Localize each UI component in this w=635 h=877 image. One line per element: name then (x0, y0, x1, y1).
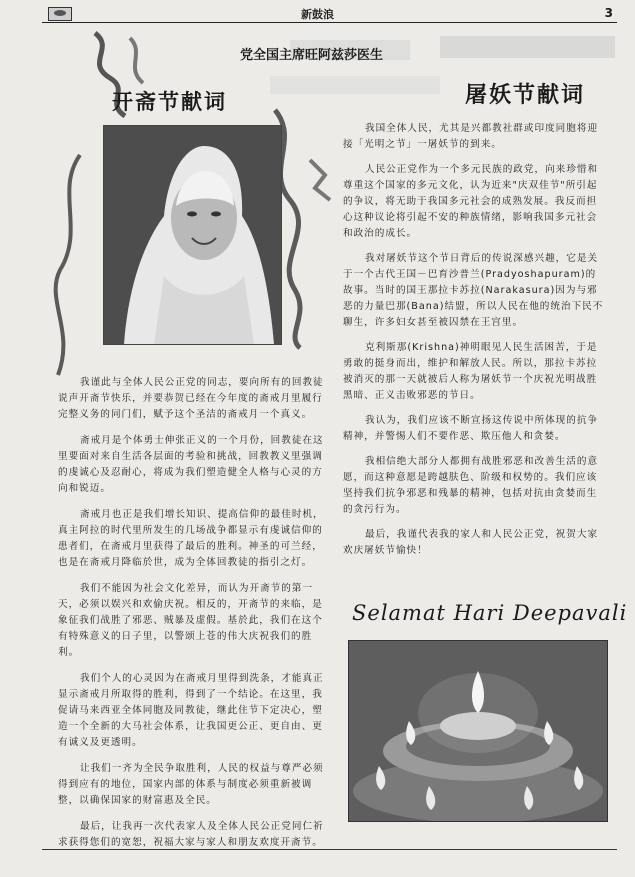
ghost-print-decoration (440, 36, 615, 58)
right-article-body (343, 121, 605, 568)
paragraph: 人民公正党作为一个多元民族的政党，向来珍惜和尊重这个国家的多元文化，认为近来"庆双佳节"所引起的争议，将无助于我国多元社会的成熟发展。我反而担心这种议论将引起不安的种族情绪，影响我国多元社会和政治的成长。 (343, 164, 599, 239)
paragraph: 斋戒月也正是我们增长知识、提高信仰的最佳时机，真主阿拉的时代里所发生的几场战争都显示有虔诚信仰的患者们，在斋戒月里获得了最后的胜利。神圣的可兰经，也是在斋戒月降临於世，成为全体回教徒的指引之灯。 (58, 509, 324, 568)
masthead: 新鼓浪 (301, 8, 334, 21)
paragraph: 最后，我谨代表我的家人和人民公正党，祝贺大家欢庆屠妖节愉快！ (343, 529, 599, 556)
ribbon-decoration (40, 150, 100, 380)
oil-lamp-illustration (348, 640, 608, 822)
paragraph: 克利斯那(Krishna)神明眼见人民生活困苦，于是勇敢的挺身而出，维护和解放人民。所以，那拉卡苏拉被消灭的那一天就被后人称为屠妖节一个庆祝光明战胜黑暗、正义击败邪恶的节日。 (343, 342, 598, 401)
right-article-title: 屠妖节献词 (465, 83, 586, 108)
paragraph: 让我们一齐为全民争取胜利，人民的权益与尊严必须得到应有的地位，国家内部的体系与制度必须重新被调整，以确保国家的财富惠及全民。 (58, 763, 324, 806)
ghost-print-decoration (270, 76, 440, 94)
paragraph: 我们不能因为社会文化差异，而认为开斋节的第一天，必须以娱兴和欢偷庆祝。相反的，开斋节的来临，是象征我们战胜了邪恶、贼暴及虚假。基於此，我们在这个有特殊意义的日子里，以警颂上苍的伟大庆祝我们的胜利。 (58, 583, 323, 658)
left-article-body (58, 375, 333, 861)
paragraph: 最后，让我再一次代表家人及全体人民公正党同仁祈求获得您们的宽恕，祝福大家与家人和朋友欢度开斋节。 (58, 821, 324, 848)
paragraph: 我相信绝大部分人都拥有战胜邪恶和改善生活的意愿，而这种意愿是跨越肤色、阶级和权势的。我们应该坚持我们抗争邪恶和残暴的精神，包括对抗由贪婪而生的贪污行为。 (343, 456, 599, 515)
paragraph: 我谨此与全体人民公正党的同志，要向所有的回教徒说声开斋节快乐，并要恭贺已经在今年度的斋戒月里履行完整义务的同门们，赋予这个圣洁的斋戒月一个真义。 (58, 377, 324, 420)
paragraph: 我对屠妖节这个节日背后的传说深感兴趣，它是关于一个古代王国－巴育沙普兰(Pradyoshapuram)的故事。当时的国王那拉卡苏拉(Narakasura)因为与邪恶的力量巴那(Bana)结盟，所以人民在他的统治下民不聊生，许多妇女甚至被囚禁在王宫里。 (343, 253, 604, 328)
author-byline: 党全国主席旺阿兹莎医生 (240, 48, 384, 63)
footer-divider (42, 849, 617, 850)
paragraph: 斋戒月是个体勇士伸张正义的一个月份，回教徒在这里要面对来自生活各层面的考验和挑战，回教教义里强调的虔诚心及忍耐心，将成为我们塑造健全人格与心灵的方向和锐迈。 (58, 435, 324, 494)
deepavali-greeting: Selamat Hari Deepavali (352, 601, 628, 625)
page-number: 3 (604, 6, 613, 20)
paragraph: 我国全体人民，尤其是兴都教社群或印度同胞将迎接「光明之节」一屠妖节的到来。 (343, 123, 599, 150)
portrait-photo (103, 125, 282, 345)
paragraph: 我认为，我们应该不断宣扬这传说中所体现的抗争精神，并警惕人们不要作恶、欺压他人和贪婪。 (343, 415, 599, 442)
header-divider (42, 22, 617, 23)
paragraph: 我们个人的心灵因为在斋戒月里得到洗条，才能真正显示斋戒月所取得的胜利，得到了一个结论。在这里，我促请马来西亚全体同胞及同教徒，继此住节下定决心，塑造一个全新的大马社会体系，让我国更公正、更自由、更有诚义及更透明。 (58, 673, 324, 748)
left-article-title: 开斋节献词 (112, 90, 227, 114)
